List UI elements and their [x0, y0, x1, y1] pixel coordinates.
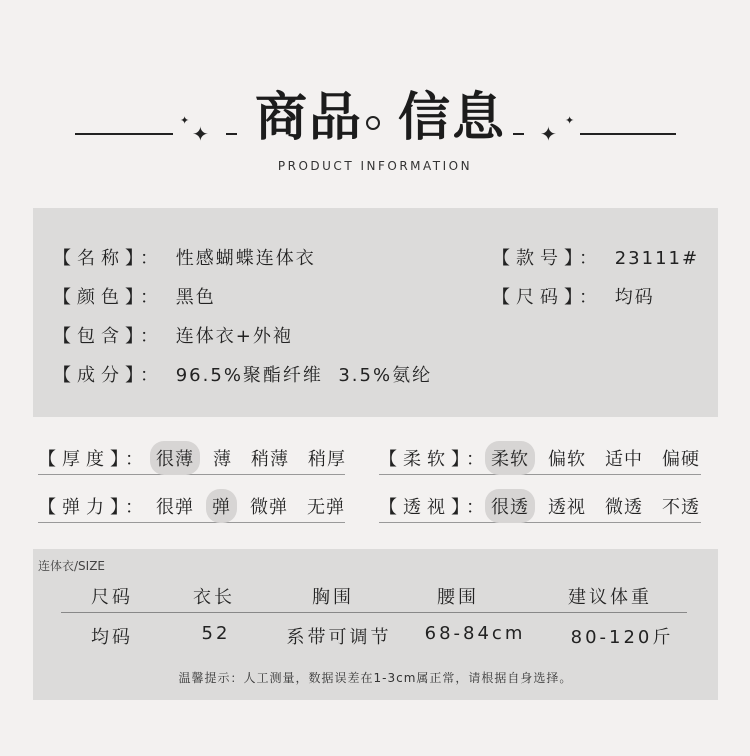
option-softness-slightly-soft: 偏软 [548, 449, 586, 470]
sparkle-icon: ✦ [565, 114, 575, 127]
sparkle-icon: ✦ [192, 122, 209, 146]
info-name-value: 性感蝴蝶连体衣 [175, 248, 316, 269]
info-include-row [53, 322, 293, 348]
size-header-weight: 建议体重 [568, 587, 652, 608]
attr-elasticity [38, 493, 143, 519]
option-thickness-thin: 薄 [213, 449, 232, 470]
size-table-note: 温馨提示：人工测量，数据误差在1-3cm属正常，请根据自身选择。 [178, 671, 573, 685]
info-composition-row [53, 361, 432, 387]
info-separator: ： [140, 287, 160, 308]
option-transparency-see-through: 透视 [548, 497, 586, 518]
attr-elasticity-options [156, 493, 346, 517]
size-header-bust: 胸围 [312, 587, 354, 608]
attr-elasticity-label: 【弹力】 [38, 497, 125, 518]
info-code-value: 23111# [614, 248, 700, 269]
size-header-size: 尺码 [91, 587, 133, 608]
option-softness-slightly-hard: 偏硬 [662, 449, 700, 470]
product-info-panel [33, 208, 718, 417]
size-header-length: 衣长 [193, 587, 235, 608]
size-cell-waist: 68-84cm [424, 623, 526, 644]
info-name-key: 【名称】 [53, 248, 140, 269]
size-cell-size: 均码 [91, 627, 133, 648]
info-separator: ： [140, 326, 160, 347]
option-elasticity-none: 无弹 [307, 497, 345, 518]
sparkle-icon: ✦ [180, 114, 190, 127]
option-thickness-very-thin: 很薄 [156, 445, 194, 471]
page-subtitle: PRODUCT INFORMATION [277, 159, 473, 173]
header-dash-right [513, 133, 524, 135]
attr-separator: ： [466, 449, 484, 470]
attr-transparency-label: 【透视】 [379, 497, 466, 518]
header-dash-left [226, 133, 237, 135]
info-code-key: 【款号】 [492, 248, 579, 269]
info-name-row [53, 244, 316, 270]
size-cell-length: 52 [201, 623, 231, 644]
option-thickness-slightly-thin: 稍薄 [251, 449, 289, 470]
divider [38, 474, 345, 475]
attr-thickness-label: 【厚度】 [38, 449, 125, 470]
attr-separator: ： [466, 497, 484, 518]
header-rule-left [75, 133, 173, 135]
attr-separator: ： [125, 449, 143, 470]
page-title-left: 商品 [255, 87, 364, 148]
info-separator: ： [579, 248, 599, 269]
info-include-value: 连体衣+外袍 [175, 326, 293, 347]
info-code-row [492, 244, 699, 270]
option-softness-medium: 适中 [605, 449, 643, 470]
sparkle-icon: ✦ [540, 122, 557, 146]
attr-softness [379, 445, 484, 471]
option-elasticity-slight: 微弹 [250, 497, 288, 518]
info-include-key: 【包含】 [53, 326, 140, 347]
option-softness-soft: 柔软 [491, 445, 529, 471]
info-size-row [492, 283, 655, 309]
info-color-key: 【颜色】 [53, 287, 140, 308]
attr-softness-options [491, 445, 701, 469]
attr-transparency-options [491, 493, 701, 517]
divider [379, 474, 701, 475]
title-dot-icon [366, 116, 380, 130]
info-size-value: 均码 [614, 287, 655, 308]
attr-thickness [38, 445, 143, 471]
info-separator: ： [579, 287, 599, 308]
size-table-tag: 连体衣/SIZE [38, 559, 106, 573]
size-cell-weight: 80-120斤 [570, 627, 674, 648]
info-composition-key: 【成分】 [53, 365, 140, 386]
info-separator: ： [140, 248, 160, 269]
header [0, 0, 750, 200]
info-composition-value: 96.5%聚酯纤维 3.5%氨纶 [175, 365, 433, 386]
attr-transparency [379, 493, 484, 519]
option-transparency-slight: 微透 [605, 497, 643, 518]
option-transparency-very: 很透 [491, 493, 529, 519]
divider [38, 522, 345, 523]
divider [379, 522, 701, 523]
page-title-right: 信息 [398, 87, 507, 148]
info-separator: ： [140, 365, 160, 386]
info-size-key: 【尺码】 [492, 287, 579, 308]
header-rule-right [580, 133, 676, 135]
size-cell-bust: 系带可调节 [286, 627, 392, 648]
attr-softness-label: 【柔软】 [379, 449, 466, 470]
attr-thickness-options [156, 445, 346, 469]
size-header-waist: 腰围 [437, 587, 479, 608]
attr-separator: ： [125, 497, 143, 518]
option-thickness-slightly-thick: 稍厚 [308, 449, 346, 470]
option-elasticity-very: 很弹 [156, 497, 194, 518]
size-table-divider [61, 612, 687, 613]
info-color-row [53, 283, 216, 309]
info-color-value: 黑色 [175, 287, 216, 308]
option-transparency-opaque: 不透 [662, 497, 700, 518]
size-table-panel [33, 549, 718, 700]
option-elasticity-elastic: 弹 [212, 493, 231, 519]
